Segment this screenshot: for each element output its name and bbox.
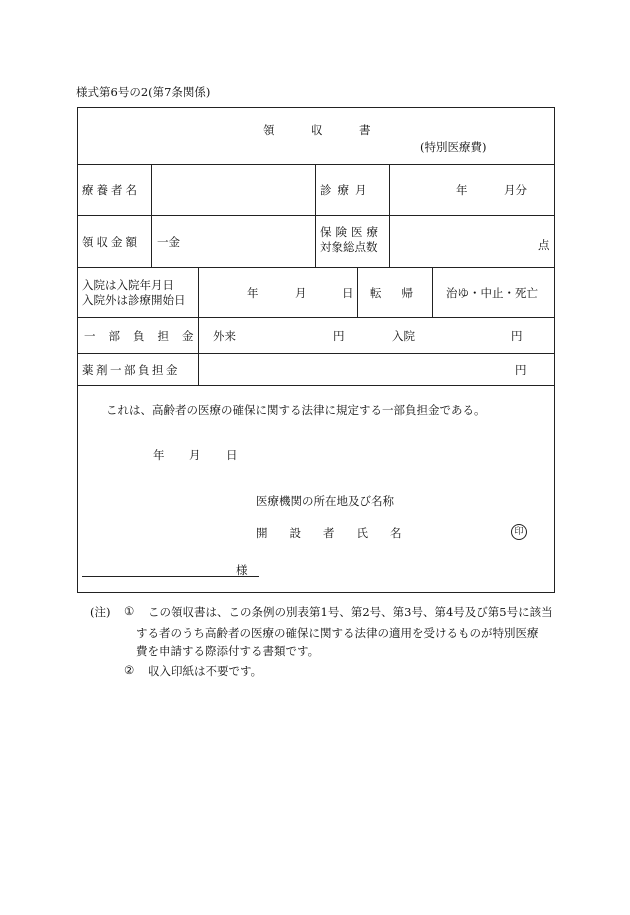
title-char: 領 [263,123,275,137]
date-year: 年 [247,286,259,300]
column-divider [151,164,152,267]
inpatient-yen: 円 [511,329,523,343]
date-day-blank: 日 [226,448,238,462]
column-divider [389,164,390,267]
title-char: 書 [359,123,371,137]
note-mark: ② [124,663,135,677]
column-divider [198,267,199,385]
admission-date-label: 入院は入院年月日 [82,278,174,292]
admission-date-label: 入院外は診療開始日 [82,293,186,307]
date-month: 月 [295,286,307,300]
amount-prefix: 一金 [157,235,180,249]
note-text: 費を申請する際添付する書類です。 [136,644,320,658]
row-divider [77,317,555,318]
date-day: 日 [342,286,354,300]
note-mark: ① [124,604,135,618]
seal-mark: 印 [511,524,527,540]
inpatient-label: 入院 [392,329,415,343]
row-divider [77,215,555,216]
outcome-label: 転帰 [370,286,433,300]
insurance-points-label: 保険医療 [320,225,382,239]
drug-copay-label: 薬剤一部負担金 [82,363,180,377]
month-year: 年 [456,183,468,197]
label-text: 療養者名 [82,183,140,197]
founder-name-label: 開設者氏名 [256,526,424,540]
row-divider [77,353,555,354]
notes-label: (注) [90,605,111,619]
outpatient-label: 外来 [213,329,236,343]
note-text: する者のうち高齢者の医療の確保に関する法律の適用を受けるものが特別医療 [136,626,539,640]
title-char: 収 [311,123,323,137]
note-text: この領収書は、この条例の別表第1号、第2号、第3号、第4号及び第5号に該当 [148,605,553,619]
receipt-form [77,107,555,593]
institution-label: 医療機関の所在地及び名称 [256,494,394,508]
row-divider [77,164,555,165]
amount-label: 領収金額 [82,235,140,249]
recipient-suffix: 様 [236,563,248,577]
title-subtitle: (特別医療費) [420,140,487,154]
outpatient-yen: 円 [333,329,345,343]
column-divider [315,164,316,267]
column-divider [357,267,358,317]
form-number: 様式第6号の2(第7条関係) [76,85,211,99]
row-divider [77,385,555,386]
drug-copay-yen: 円 [515,363,527,377]
points-unit: 点 [538,238,550,252]
patient-name-label [82,182,146,198]
treatment-month-label: 診療月 [320,183,373,197]
date-month-blank: 月 [189,448,201,462]
statement: これは、高齢者の医療の確保に関する法律に規定する一部負担金である。 [106,403,486,417]
date-year-blank: 年 [153,448,165,462]
recipient-name-underline [82,576,259,577]
insurance-points-label: 対象総点数 [320,240,378,254]
row-divider [77,267,555,268]
note-text: 収入印紙は不要です。 [148,664,263,678]
copay-label: 一部負担金 [84,329,207,343]
outcome-options: 治ゆ・中止・死亡 [446,286,538,300]
month-unit: 月分 [504,183,527,197]
